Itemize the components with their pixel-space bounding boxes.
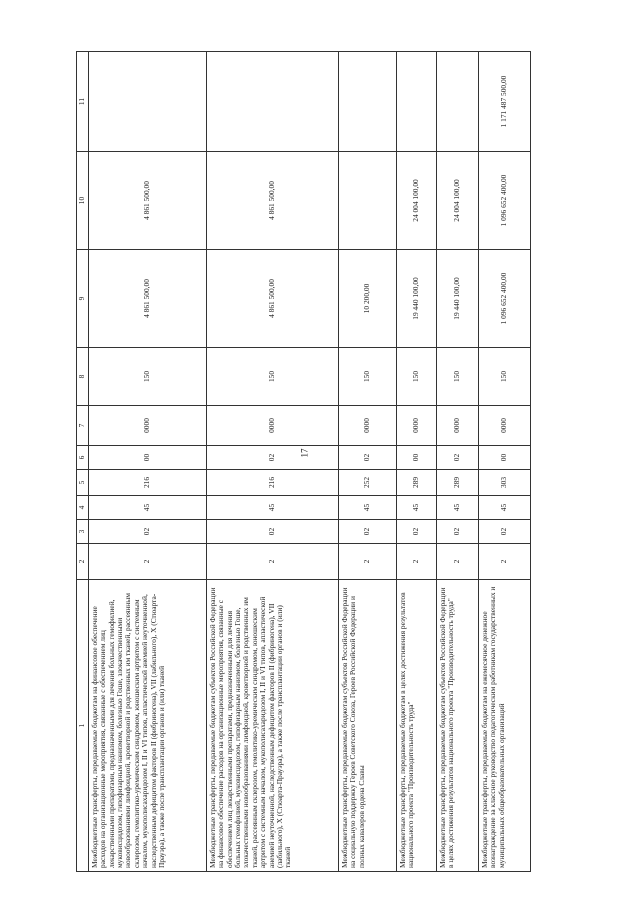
- cell-amount: [207, 52, 339, 152]
- cell-amount: 4 861 500,00: [89, 152, 207, 250]
- cell-amount: [339, 52, 397, 152]
- cell-code: 216: [207, 470, 339, 496]
- column-header: 3: [77, 520, 89, 544]
- cell-code: 00: [397, 446, 437, 470]
- cell-amount: [437, 52, 479, 152]
- row-name: Межбюджетные трансферты, передаваемые бюджетам субъектов Российской Федерации на финансовое обеспечение расходов на организационные мероприятия, связанные с обеспечением лиц лекарственными препаратами, предназначенными для лечения больных гемофилией, муковисцидозом, гипофизарным нанизмом, болезнью Гоше, злокачественными новообразованиями лимфоидной, кроветворной и родственных им тканей, рассеянным склерозом, гемолитико-уремическим синдромом, юношеским артритом с системным началом, мукополисахаридозом I, II и VI типов, апластической анемией неуточненной, наследственным дефицитом факторов II (фибриногена), VII (лабильного), X (Стюарта-Прауэра), а также после трансплантации органов и (или) тканей: [207, 580, 339, 872]
- column-header: 10: [77, 152, 89, 250]
- cell-code: 45: [89, 496, 207, 520]
- table-row: [437, 52, 479, 872]
- cell-code: 0000: [397, 406, 437, 446]
- cell-code: 289: [437, 470, 479, 496]
- cell-amount: 10 200,00: [339, 250, 397, 348]
- cell-amount: [397, 52, 437, 152]
- cell-amount: 19 440 100,00: [397, 250, 437, 348]
- column-header: 4: [77, 496, 89, 520]
- table-row: [397, 52, 437, 872]
- cell-amount: 4 861 500,00: [207, 152, 339, 250]
- rotated-table-container: [76, 52, 546, 872]
- column-header: 2: [77, 544, 89, 580]
- cell-code: 2: [479, 544, 531, 580]
- table-row: [207, 52, 339, 872]
- cell-code: 150: [89, 348, 207, 406]
- column-header: 9: [77, 250, 89, 348]
- cell-code: 0000: [207, 406, 339, 446]
- cell-code: 0000: [437, 406, 479, 446]
- cell-code: 02: [339, 520, 397, 544]
- cell-code: 2: [207, 544, 339, 580]
- cell-amount: 19 440 100,00: [437, 250, 479, 348]
- cell-code: 45: [339, 496, 397, 520]
- header-row: [77, 52, 89, 872]
- cell-code: 150: [479, 348, 531, 406]
- page-number: 17: [299, 448, 310, 458]
- cell-code: 289: [397, 470, 437, 496]
- cell-amount: [339, 152, 397, 250]
- cell-code: 02: [437, 520, 479, 544]
- cell-amount: 1 096 652 400,00: [479, 152, 531, 250]
- cell-code: 02: [339, 446, 397, 470]
- cell-amount: 4 861 500,00: [207, 250, 339, 348]
- cell-code: 45: [397, 496, 437, 520]
- cell-code: 0000: [479, 406, 531, 446]
- cell-code: 02: [89, 520, 207, 544]
- cell-code: 150: [437, 348, 479, 406]
- cell-amount: 1 171 487 500,00: [479, 52, 531, 152]
- cell-code: 00: [479, 446, 531, 470]
- table-row: [89, 52, 207, 872]
- cell-code: 252: [339, 470, 397, 496]
- cell-code: 216: [89, 470, 207, 496]
- cell-code: 02: [207, 446, 339, 470]
- column-header: 5: [77, 470, 89, 496]
- cell-code: 02: [207, 520, 339, 544]
- cell-code: 45: [479, 496, 531, 520]
- row-name: Межбюджетные трансферты, передаваемые бюджетам на ежемесячное денежное вознаграждение за классное руководство педагогическим работникам государственных и муниципальных общеобразовательных организаций: [479, 580, 531, 872]
- table-row: [479, 52, 531, 872]
- cell-amount: 1 096 652 400,00: [479, 250, 531, 348]
- budget-table: [76, 51, 531, 872]
- cell-code: 150: [207, 348, 339, 406]
- cell-amount: 4 861 500,00: [89, 250, 207, 348]
- cell-code: 0000: [89, 406, 207, 446]
- cell-amount: 24 004 100,00: [397, 152, 437, 250]
- cell-code: 2: [397, 544, 437, 580]
- cell-code: 0000: [339, 406, 397, 446]
- cell-code: 02: [397, 520, 437, 544]
- column-header: 6: [77, 446, 89, 470]
- cell-code: 2: [437, 544, 479, 580]
- cell-amount: [89, 52, 207, 152]
- cell-code: 45: [437, 496, 479, 520]
- cell-code: 150: [339, 348, 397, 406]
- cell-code: 303: [479, 470, 531, 496]
- row-name: Межбюджетные трансферты, передаваемые бюджетам в целях достижения результатов национального проекта "Производительность труда": [397, 580, 437, 872]
- cell-code: 150: [397, 348, 437, 406]
- row-name: Межбюджетные трансферты, передаваемые бюджетам субъектов Российской Федерации на социальную поддержку Героев Советского Союза, Героев Российской Федерации и полных кавалеров ордена Славы: [339, 580, 397, 872]
- cell-code: 45: [207, 496, 339, 520]
- table-row: [339, 52, 397, 872]
- column-header: 11: [77, 52, 89, 152]
- cell-code: 2: [89, 544, 207, 580]
- column-header: 1: [77, 580, 89, 872]
- column-header: 8: [77, 348, 89, 406]
- row-name: Межбюджетные трансферты, передаваемые бюджетам субъектов Российской Федерации в целях достижения результатов национального проекта "Производительность труда": [437, 580, 479, 872]
- cell-code: 02: [437, 446, 479, 470]
- cell-amount: 24 004 100,00: [437, 152, 479, 250]
- cell-code: 02: [479, 520, 531, 544]
- row-name: Межбюджетные трансферты, передаваемые бюджетам на финансовое обеспечение расходов на организационные мероприятия, связанные с обеспечением лиц лекарственными препаратами, предназначенными для лечения больных гемофилией, муковисцидозом, гипофизарным нанизмом, болезнью Гоше, злокачественными новообразованиями лимфоидной, кроветворной и родственных им тканей, рассеянным склерозом, гемолитико-уремическим синдромом, юношеским артритом с системным началом, мукополисахаридозом I, II и VI типов, апластической анемией неуточненной, наследственным дефицитом факторов II (фибриногена), VII (лабильного), X (Стюарта-Прауэра), а также после трансплантации органов и (или) тканей: [89, 580, 207, 872]
- cell-code: 2: [339, 544, 397, 580]
- column-header: 7: [77, 406, 89, 446]
- cell-code: 00: [89, 446, 207, 470]
